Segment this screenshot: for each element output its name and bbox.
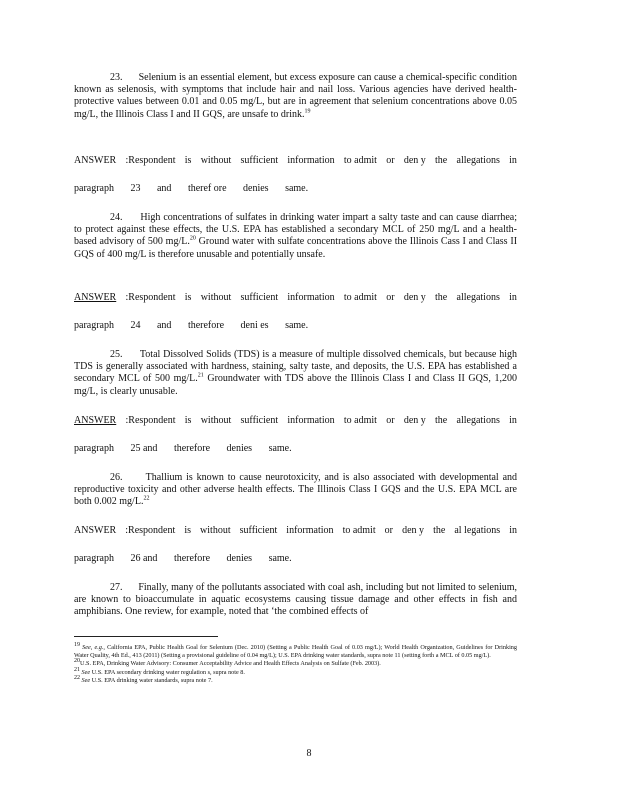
paragraph-text: Selenium is an essential element, but excess exposure can cause a chemical-specific condition known as selenosis, with symptoms that include hair and nail loss. Various agencies have derived health-protective values between 0.01 and 0.05 mg/L, but are in agreement that selenium concentrations above 0.05 mg/L, the Illinois Class I and II GQS, are unsafe to drink. (74, 72, 518, 120)
answer-word: :Respondent (125, 292, 176, 303)
answer-word: paragraph (74, 443, 114, 454)
answer-word: without (200, 525, 231, 536)
answer-26 (74, 525, 517, 537)
footnote-22 (74, 674, 517, 685)
footnote-number: 20 (74, 658, 80, 665)
paragraph-25 (74, 349, 517, 398)
answer-24 (74, 292, 517, 304)
footnote-ref: 20 (189, 236, 196, 243)
footnote-ref: 19 (304, 108, 311, 115)
answer-line (74, 292, 517, 304)
answer-26-line2 (74, 553, 374, 565)
answer-word: theref ore (187, 183, 227, 194)
paragraph-text-cont: Groundwater with TDS above the Illinois Class I and Class II GQS, 1,200 mg/L, is clearly unusable. (74, 373, 517, 397)
footnote-text: U.S. EPA drinking water standards, supra note 7. (91, 676, 213, 684)
answer-word: :Respondent (125, 155, 176, 166)
answer-word: same. (268, 443, 292, 454)
answer-word: without (200, 292, 232, 303)
footnote-signal: See, e.g. (82, 644, 104, 651)
answer-word: therefore (187, 320, 225, 331)
paragraph-23 (74, 72, 517, 121)
answer-word: the (435, 415, 448, 426)
answer-word: denies (226, 553, 253, 564)
answer-word: information (286, 525, 334, 536)
paragraph-26 (74, 472, 517, 509)
footnote-separator (74, 636, 218, 637)
answer-word: deni es (240, 320, 269, 331)
answer-label: ANSWER (74, 525, 117, 536)
answer-word: den y (403, 155, 426, 166)
footnotes (74, 641, 517, 685)
answer-word: 26 and (130, 553, 158, 564)
answer-word: allegations (456, 292, 500, 303)
answer-word: to admit (343, 415, 377, 426)
answer-word: 23 (130, 183, 141, 194)
answer-word: in (509, 525, 517, 536)
footnote-number: 22 (74, 674, 80, 681)
answer-25-line2 (74, 443, 374, 455)
answer-word: is (184, 525, 191, 536)
answer-word: :Respondent (125, 415, 176, 426)
answer-word: den y (402, 525, 425, 536)
paragraph-number: 26. (110, 472, 123, 483)
answer-word: information (287, 415, 335, 426)
answer-word: denies (243, 183, 269, 194)
answer-word: same. (268, 553, 292, 564)
paragraph-text: Thallium is known to cause neurotoxicity, and is also associated with developmental and reproductive toxicity and other adverse health effects. The Illinois Class I GQS and the U.S. EPA MCL are both 0.002 mg/L. (74, 472, 518, 508)
answer-label: ANSWER (74, 415, 117, 426)
answer-word: or (386, 155, 395, 166)
answer-word: and (156, 183, 172, 194)
answer-word: to admit (342, 525, 376, 536)
answer-word: paragraph (74, 183, 114, 194)
answer-word: without (200, 155, 232, 166)
answer-word: the (435, 155, 448, 166)
answer-word: therefore (173, 553, 211, 564)
page-number: 8 (306, 748, 312, 759)
answer-word: to admit (343, 292, 377, 303)
paragraph-24 (74, 212, 517, 261)
answer-word: allegations (456, 155, 500, 166)
footnote-ref: 21 (197, 373, 204, 380)
answer-word: without (200, 415, 232, 426)
answer-line (74, 155, 517, 167)
answer-word: or (384, 525, 394, 536)
answer-word: same. (285, 183, 309, 194)
answer-word: information (287, 155, 335, 166)
paragraph-text: Finally, many of the pollutants associated with coal ash, including but not limited to selenium, are known to bioaccumulate in aquatic ecosystems causing tissue damage and other effects in fish and amphibians. One review, for example, noted that ‘the combined effects of (74, 582, 517, 618)
answer-word: is (184, 415, 192, 426)
answer-word: paragraph (74, 320, 114, 331)
footnote-21 (74, 666, 517, 677)
answer-word: sufficient (240, 155, 279, 166)
paragraph-27 (74, 582, 517, 619)
footnote-number: 19 (74, 641, 80, 648)
answer-word: :Respondent (125, 525, 176, 536)
answer-word: the (433, 525, 446, 536)
footnote-number: 21 (74, 666, 80, 673)
footnote-19 (74, 641, 517, 660)
answer-word: sufficient (240, 415, 279, 426)
footnote-text: , California EPA, Public Health Goal for Selenium (Dec. 2010) (Setting a Public Health Goal of 0.03 mg/L); World Health Organization, Guidelines for Drinking Water Quality, 4th Ed., 413 (2011) (Setting a provisional guideline of 0.04 mg/L); U.S. EPA drinking water standards, supra note 11 (setting forth a MCL of 0.05 mg/L). (74, 644, 517, 660)
answer-word: 25 and (130, 443, 158, 454)
answer-word: the (435, 292, 448, 303)
answer-word: 24 (130, 320, 141, 331)
answer-word: denies (226, 443, 253, 454)
paragraph-number: 27. (110, 582, 123, 593)
answer-word: in (509, 292, 517, 303)
answer-word: sufficient (239, 525, 278, 536)
answer-line (74, 525, 517, 537)
answer-line (74, 415, 517, 427)
footnote-text: U.S. EPA secondary drinking water regulation s, supra note 8. (91, 668, 245, 676)
answer-word: in (509, 415, 517, 426)
footnote-ref: 22 (143, 496, 150, 503)
answer-word: and (156, 320, 172, 331)
answer-word: or (386, 415, 395, 426)
answer-word: den y (403, 415, 426, 426)
answer-word: den y (403, 292, 426, 303)
answer-word: al legations (454, 525, 501, 536)
answer-word: allegations (456, 415, 500, 426)
footnote-text: U.S. EPA, Drinking Water Advisory: Consumer Acceptability Advice and Health Effects Analysis on Sulfate (Feb. 2003). (80, 660, 381, 668)
answer-word: information (287, 292, 335, 303)
answer-word: or (386, 292, 395, 303)
answer-word: paragraph (74, 553, 114, 564)
answer-25 (74, 415, 517, 427)
footnote-20 (74, 660, 517, 668)
paragraph-text: High concentrations of sulfates in drinking water impart a salty taste and can cause diarrhea; to protect against these effects, the U.S. EPA has established a secondary MCL of 250 mg/L and a health-based advisory of 500 mg/L. (74, 212, 517, 248)
answer-23 (74, 155, 517, 167)
answer-word: therefore (173, 443, 211, 454)
answer-word: in (509, 155, 517, 166)
paragraph-number: 23. (110, 72, 123, 83)
paragraph-text: Total Dissolved Solids (TDS) is a measure of multiple dissolved chemicals, but because high TDS is generally associated with hardness, staining, salty taste, and deposits, the U.S. EPA has established a secondary MCL of 500 mg/L. (74, 349, 518, 385)
answer-23-line2 (74, 183, 374, 195)
paragraph-number: 25. (110, 349, 123, 360)
answer-word: same. (285, 320, 309, 331)
footnote-signal: See (81, 668, 91, 676)
answer-word: sufficient (240, 292, 279, 303)
answer-word: is (184, 292, 192, 303)
paragraph-number: 24. (110, 212, 123, 223)
answer-label: ANSWER (74, 155, 117, 166)
answer-24-line2 (74, 320, 374, 332)
answer-word: to admit (343, 155, 377, 166)
answer-label: ANSWER (74, 292, 117, 303)
answer-word: is (184, 155, 192, 166)
paragraph-text-cont: Ground water with sulfate concentrations above the Illinois Cass I and Class II GQS of 400 mg/L is therefore unusable and potentially unsafe. (74, 236, 518, 260)
footnote-signal: See (81, 676, 91, 684)
